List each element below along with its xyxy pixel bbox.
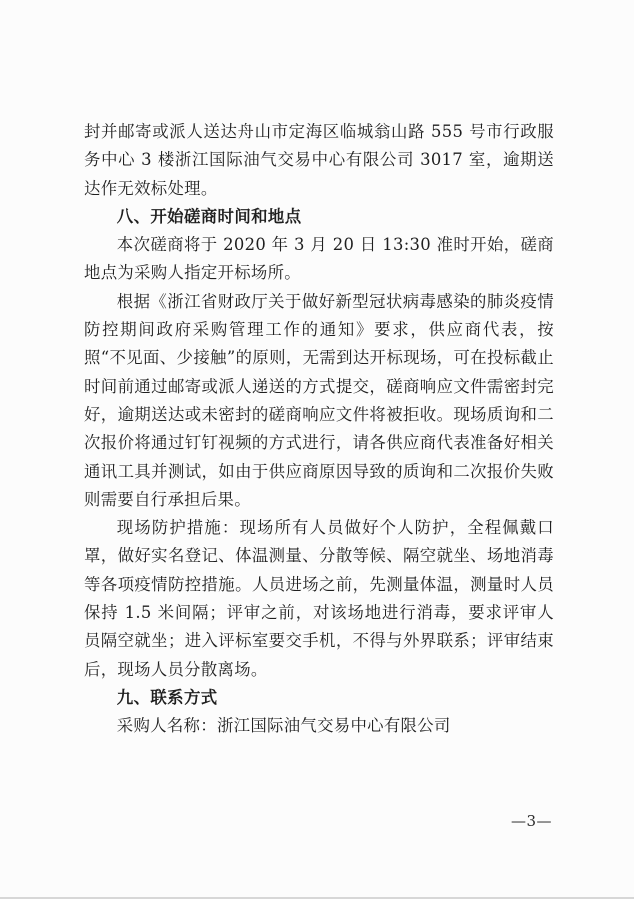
page-number: —3— <box>510 812 552 830</box>
section-heading-negotiation-time-place: 八、开始磋商时间和地点 <box>116 206 302 226</box>
paragraph-purchaser-name: 采购人名称：浙江国际油气交易中心有限公司 <box>116 716 451 736</box>
paragraph-negotiation-time: 本次磋商将于 2020 年 3 月 20 日 13:30 准时开始，磋商地点为采购人指定开标场所。 <box>84 235 554 283</box>
paragraph-onsite-protection: 现场防护措施：现场所有人员做好个人防护，全程佩戴口罩，做好实名登记、体温测量、分散等候、隔空就坐、场地消毒等各项疫情防控措施。人员进场之前，先测量体温，测量时人员保持 1.5 米间隔；评审之前，对该场地进行消毒，要求评审人员隔空就坐；进入评标室要交手机，不得与外界联系；评审结束后，现场人员分散离场。 <box>84 518 554 679</box>
document-body <box>84 118 554 741</box>
paragraph-remote-submission: 根据《浙江省财政厅关于做好新型冠状病毒感染的肺炎疫情防控期间政府采购管理工作的通知》要求，供应商代表，按照“不见面、少接触”的原则，无需到达开标现场，可在投标截止时间前通过邮寄或派人递送的方式提交，磋商响应文件需密封完好，逾期送达或未密封的磋商响应文件将被拒收。现场质询和二次报价将通过钉钉视频的方式进行，请各供应商代表准备好相关通讯工具并测试，如由于供应商原因导致的质询和二次报价失败则需要自行承担后果。 <box>84 291 554 509</box>
section-heading-contact: 九、联系方式 <box>116 687 218 707</box>
paragraph-delivery-address: 封并邮寄或派人送达舟山市定海区临城翁山路 555 号市行政服务中心 3 楼浙江国际油气交易中心有限公司 3017 室，逾期送达作无效标处理。 <box>84 122 554 198</box>
